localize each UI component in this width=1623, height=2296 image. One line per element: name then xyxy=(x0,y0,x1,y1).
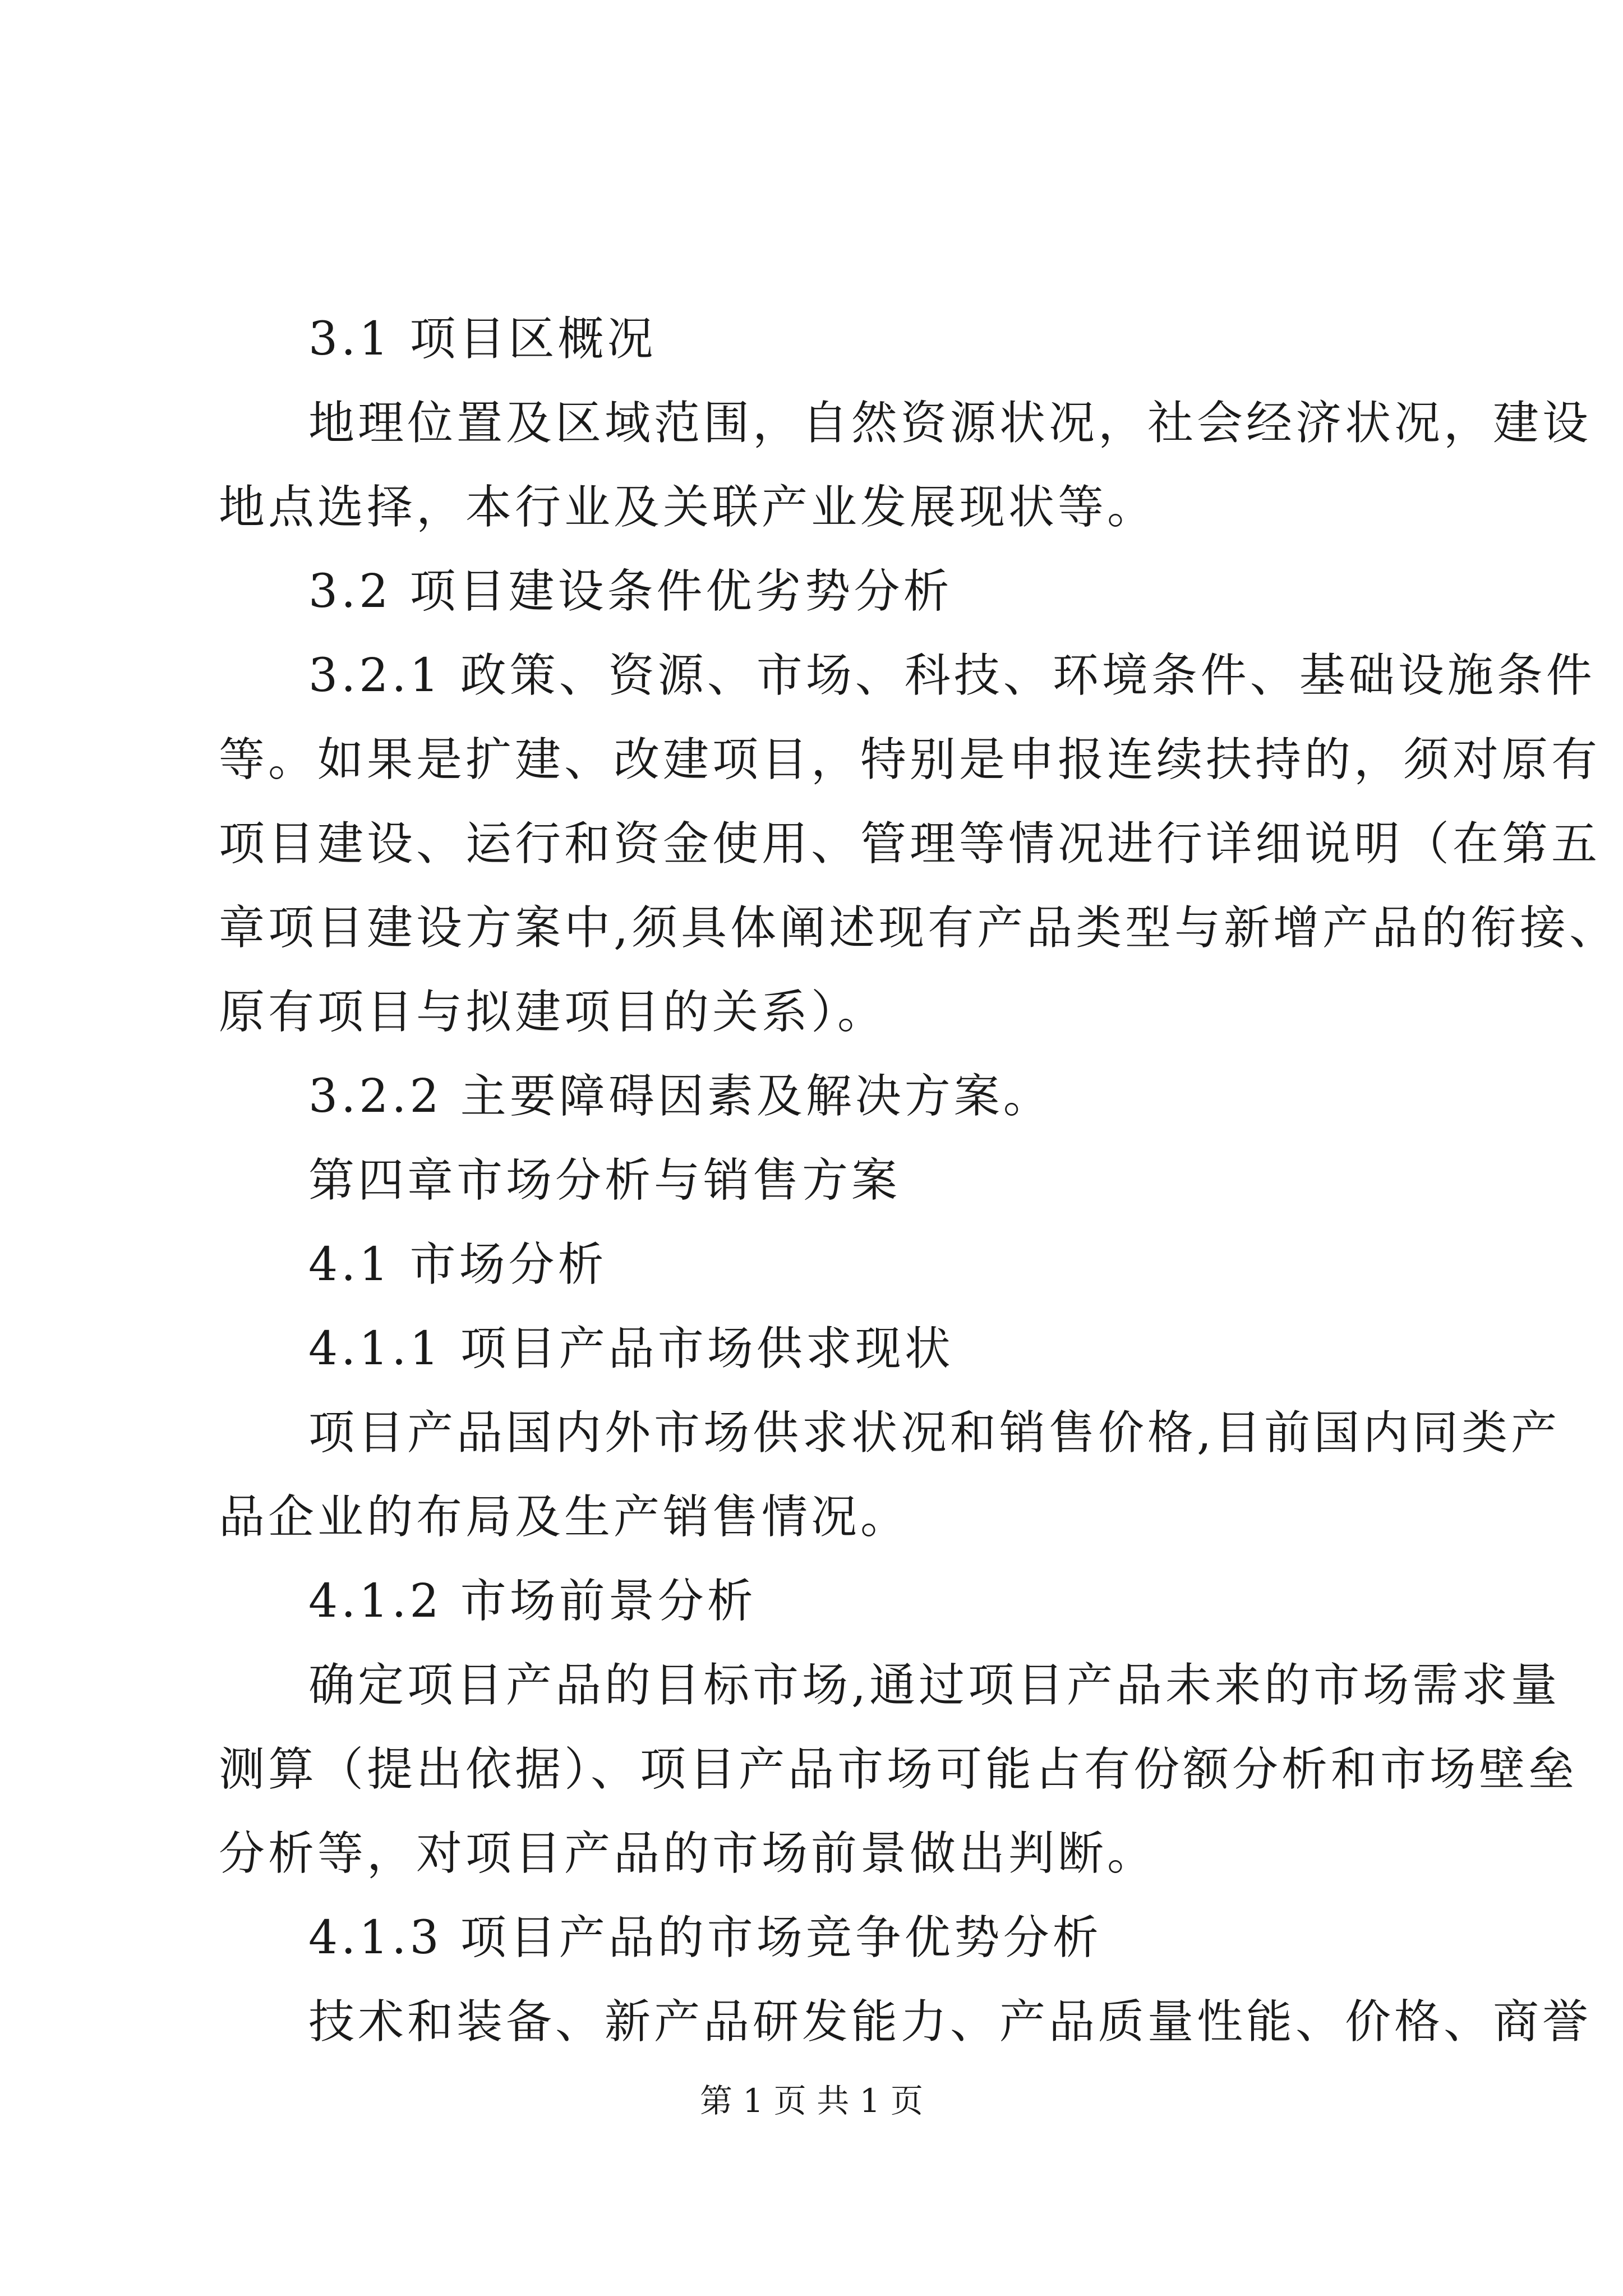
body-text xyxy=(219,297,1619,2064)
paragraph-line: 地点选择，本行业及关联产业发展现状等。 xyxy=(219,481,1157,534)
paragraph-line: 测算（提出依据）、项目产品市场可能占有份额分析和市场壁垒 xyxy=(219,1743,1578,1796)
heading-4-1-3: 4.1.3 项目产品的市场竞争优势分析 xyxy=(308,1911,1102,1964)
heading-3-2-2: 3.2.2 主要障碍因素及解决方案。 xyxy=(308,1070,1053,1123)
heading-3-1: 3.1 项目区概况 xyxy=(308,312,657,366)
heading-4-1: 4.1 市场分析 xyxy=(308,1238,607,1291)
page-footer: 第 1 页 共 1 页 xyxy=(700,2082,923,2120)
heading-4-1-1: 4.1.1 项目产品市场供求现状 xyxy=(308,1322,954,1375)
heading-3-2: 3.2 项目建设条件优劣势分析 xyxy=(308,565,953,618)
paragraph-line: 分析等，对项目产品的市场前景做出判断。 xyxy=(219,1827,1157,1880)
paragraph-line: 品企业的布局及生产销售情况。 xyxy=(219,1490,910,1544)
heading-4-1-2: 4.1.2 市场前景分析 xyxy=(308,1575,757,1628)
paragraph-line: 章项目建设方案中,须具体阐述现有产品类型与新增产品的衔接、 xyxy=(219,901,1619,955)
chapter-heading: 第四章市场分析与销售方案 xyxy=(308,1154,901,1207)
paragraph-line: 等。如果是扩建、改建项目，特别是申报连续扶持的，须对原有 xyxy=(219,733,1601,786)
paragraph-line: 3.2.1 政策、资源、市场、科技、环境条件、基础设施条件 xyxy=(308,649,1596,702)
paragraph-line: 项目产品国内外市场供求状况和销售价格,目前国内同类产 xyxy=(308,1406,1561,1460)
paragraph-line: 原有项目与拟建项目的关系）。 xyxy=(219,986,887,1039)
paragraph-line: 项目建设、运行和资金使用、管理等情况进行详细说明（在第五 xyxy=(219,817,1601,871)
paragraph-line: 地理位置及区域范围，自然资源状况，社会经济状况，建设 xyxy=(308,397,1592,450)
paragraph-line: 技术和装备、新产品研发能力、产品质量性能、价格、商誉 xyxy=(308,1995,1592,2049)
paragraph-line: 确定项目产品的目标市场,通过项目产品未来的市场需求量 xyxy=(308,1659,1561,1712)
